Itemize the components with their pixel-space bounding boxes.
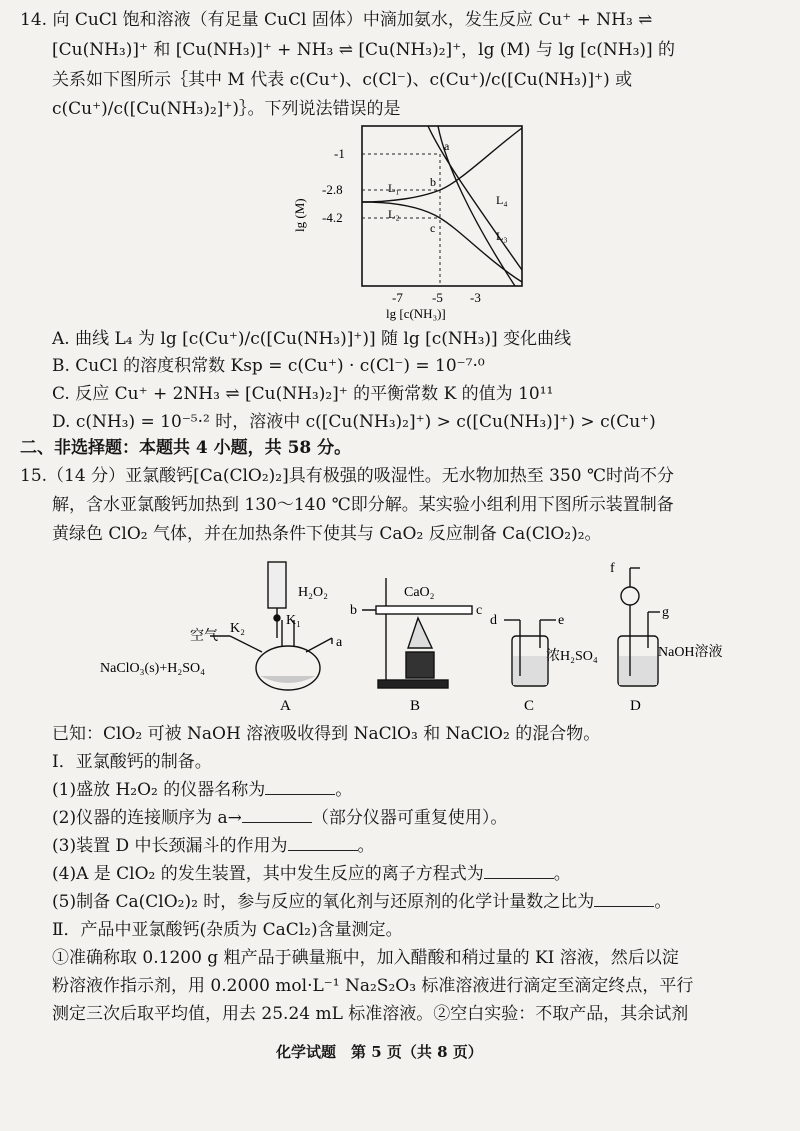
curve-label-L2: L₂ <box>388 207 400 221</box>
apparatus-a-name: A <box>280 698 291 714</box>
curve-label-L1: L₁ <box>388 181 400 195</box>
q15-sub-2-text: (2)仪器的连接顺序为 a→ <box>52 808 242 828</box>
q15-part1-title: Ⅰ．亚氯酸钙的制备。 <box>52 752 212 772</box>
page-footer: 化学试题 第 5 页（共 8 页） <box>276 1043 483 1061</box>
apparatus-d <box>618 568 660 686</box>
apparatus-d-name: D <box>630 698 641 714</box>
y-axis-label: lg (M) <box>292 198 307 232</box>
apparatus-c-name: C <box>524 698 535 714</box>
q15-intro-line-1: 15.（14 分）亚氯酸钙[Ca(ClO₂)₂]具有极强的吸湿性。无水物加热至 350 ℃时尚不分 <box>20 466 675 486</box>
apparatus-a-k2-label: K₂ <box>230 621 245 636</box>
q15-sub-3-after: 。 <box>357 836 375 856</box>
q15-part2-line-1: ①准确称取 0.1200 g 粗产品于碘量瓶中，加入醋酸和稍过量的 KI 溶液，然后以淀 <box>52 948 679 968</box>
q15-sub-4-text: (4)A 是 ClO₂ 的发生装置，其中发生反应的离子方程式为 <box>52 864 484 884</box>
q15-sub-5-after: 。 <box>654 892 672 912</box>
apparatus-a-air-label: 空气 <box>190 629 218 644</box>
q14-option-d: D. c(NH₃) = 10⁻⁵·² 时，溶液中 c([Cu(NH₃)₂]⁺) > c([Cu(NH₃)]⁺) > c(Cu⁺) <box>52 412 656 432</box>
x-tick-2: -5 <box>432 290 443 305</box>
q15-sub-4-after: 。 <box>553 864 571 884</box>
answer-blank-5[interactable] <box>594 890 654 907</box>
q15-part2-title: Ⅱ．产品中亚氯酸钙(杂质为 CaCl₂)含量测定。 <box>52 920 403 940</box>
q15-sub-1-after: 。 <box>335 780 353 800</box>
q14-stem-line-4: c(Cu⁺)/c([Cu(NH₃)₂]⁺)｝。下列说法错误的是 <box>52 99 401 119</box>
q15-known: 已知：ClO₂ 可被 NaOH 溶液吸收得到 NaClO₃ 和 NaClO₂ 的混合物。 <box>52 724 601 744</box>
q15-sub-2-after: （部分仪器可重复使用）。 <box>311 808 508 828</box>
q15-sub-3 <box>52 834 375 858</box>
apparatus-a-h2o2-label: H₂O₂ <box>298 585 328 600</box>
section-2-heading: 二、非选择题：本题共 4 小题，共 58 分。 <box>20 438 352 458</box>
q15-sub-3-text: (3)装置 D 中长颈漏斗的作用为 <box>52 836 288 856</box>
apparatus-a <box>210 562 332 690</box>
apparatus-d-funnel-label: f <box>610 561 615 576</box>
q15-part2-line-2: 粉溶液作指示剂，用 0.2000 mol·L⁻¹ Na₂S₂O₃ 标准溶液进行滴定至滴定终点，平行 <box>52 976 694 996</box>
q15-part2-line-3: 测定三次后取平均值，用去 25.24 mL 标准溶液。②空白实验：不取产品，其余试剂 <box>52 1004 689 1024</box>
q14-stem-line-3: 关系如下图所示｛其中 M 代表 c(Cu⁺)、c(Cl⁻)、c(Cu⁺)/c([Cu(NH₃)]⁺) 或 <box>52 70 633 90</box>
x-tick-3: -3 <box>470 290 481 305</box>
apparatus-a-k1-label: K₁ <box>286 613 301 628</box>
q15-intro-line-3: 黄绿色 ClO₂ 气体，并在加热条件下使其与 CaO₂ 反应制备 Ca(ClO₂)₂。 <box>52 524 602 544</box>
apparatus-c-inlet-label: d <box>490 613 497 628</box>
curve-label-L3: L₃ <box>496 229 508 243</box>
q14-option-c: C. 反应 Cu⁺ + 2NH₃ ⇌ [Cu(NH₃)₂]⁺ 的平衡常数 K 的值为 10¹¹ <box>52 384 554 404</box>
y-tick-1: -1 <box>334 146 345 161</box>
apparatus-c-reagent-label: 浓H₂SO₄ <box>546 649 598 664</box>
q15-sub-5 <box>52 890 671 914</box>
y-tick-3: -4.2 <box>322 210 343 225</box>
q14-option-a: A. 曲线 L₄ 为 lg [c(Cu⁺)/c([Cu(NH₃)]⁺)] 随 lg [c(NH₃)] 变化曲线 <box>52 329 572 349</box>
q15-sub-1-text: (1)盛放 H₂O₂ 的仪器名称为 <box>52 780 266 800</box>
point-label-b: b <box>430 175 436 189</box>
y-tick-2: -2.8 <box>322 182 343 197</box>
q15-sub-5-text: (5)制备 Ca(ClO₂)₂ 时，参与反应的氧化剂与还原剂的化学计量数之比为 <box>52 892 595 912</box>
apparatus-b-inlet-label: b <box>350 603 357 618</box>
point-label-c: c <box>430 221 436 235</box>
q15-sub-2 <box>52 806 507 830</box>
q15-apparatus-figure <box>100 548 780 718</box>
answer-blank-4[interactable] <box>484 862 554 879</box>
q14-graph <box>290 122 540 322</box>
apparatus-d-outlet-label: g <box>662 605 669 620</box>
point-label-a: a <box>444 139 450 153</box>
q15-intro-line-2: 解，含水亚氯酸钙加热到 130～140 ℃即分解。某实验小组利用下图所示装置制备 <box>52 495 674 515</box>
apparatus-a-outlet-label: a <box>336 635 343 650</box>
x-axis-label: lg [c(NH₃)] <box>386 306 446 321</box>
apparatus-c-outlet-label: e <box>558 613 565 628</box>
q14-stem-line-2: [Cu(NH₃)]⁺ 和 [Cu(NH₃)]⁺ + NH₃ ⇌ [Cu(NH₃)₂]⁺，lg (M) 与 lg [c(NH₃)] 的 <box>52 40 676 60</box>
answer-blank-2[interactable] <box>242 806 312 823</box>
apparatus-b-name: B <box>410 698 421 714</box>
apparatus-a-reagent-label: NaClO₃(s)+H₂SO₄ <box>100 661 205 676</box>
q14-option-b: B. CuCl 的溶度积常数 Ksp = c(Cu⁺) · c(Cl⁻) = 10⁻⁷·⁰ <box>52 356 485 376</box>
x-tick-1: -7 <box>392 290 403 305</box>
curve-label-L4: L₄ <box>496 193 508 207</box>
apparatus-b-cao2-label: CaO₂ <box>404 585 435 600</box>
q14-stem-line-1: 14. 向 CuCl 饱和溶液（有足量 CuCl 固体）中滴加氨水，发生反应 Cu⁺ + NH₃ ⇌ <box>20 10 653 30</box>
answer-blank-1[interactable] <box>265 778 335 795</box>
q15-sub-4 <box>52 862 571 886</box>
apparatus-d-reagent-label: NaOH溶液 <box>658 645 723 660</box>
answer-blank-3[interactable] <box>288 834 358 851</box>
q15-sub-1 <box>52 778 352 802</box>
apparatus-b-outlet-label: c <box>476 603 483 618</box>
